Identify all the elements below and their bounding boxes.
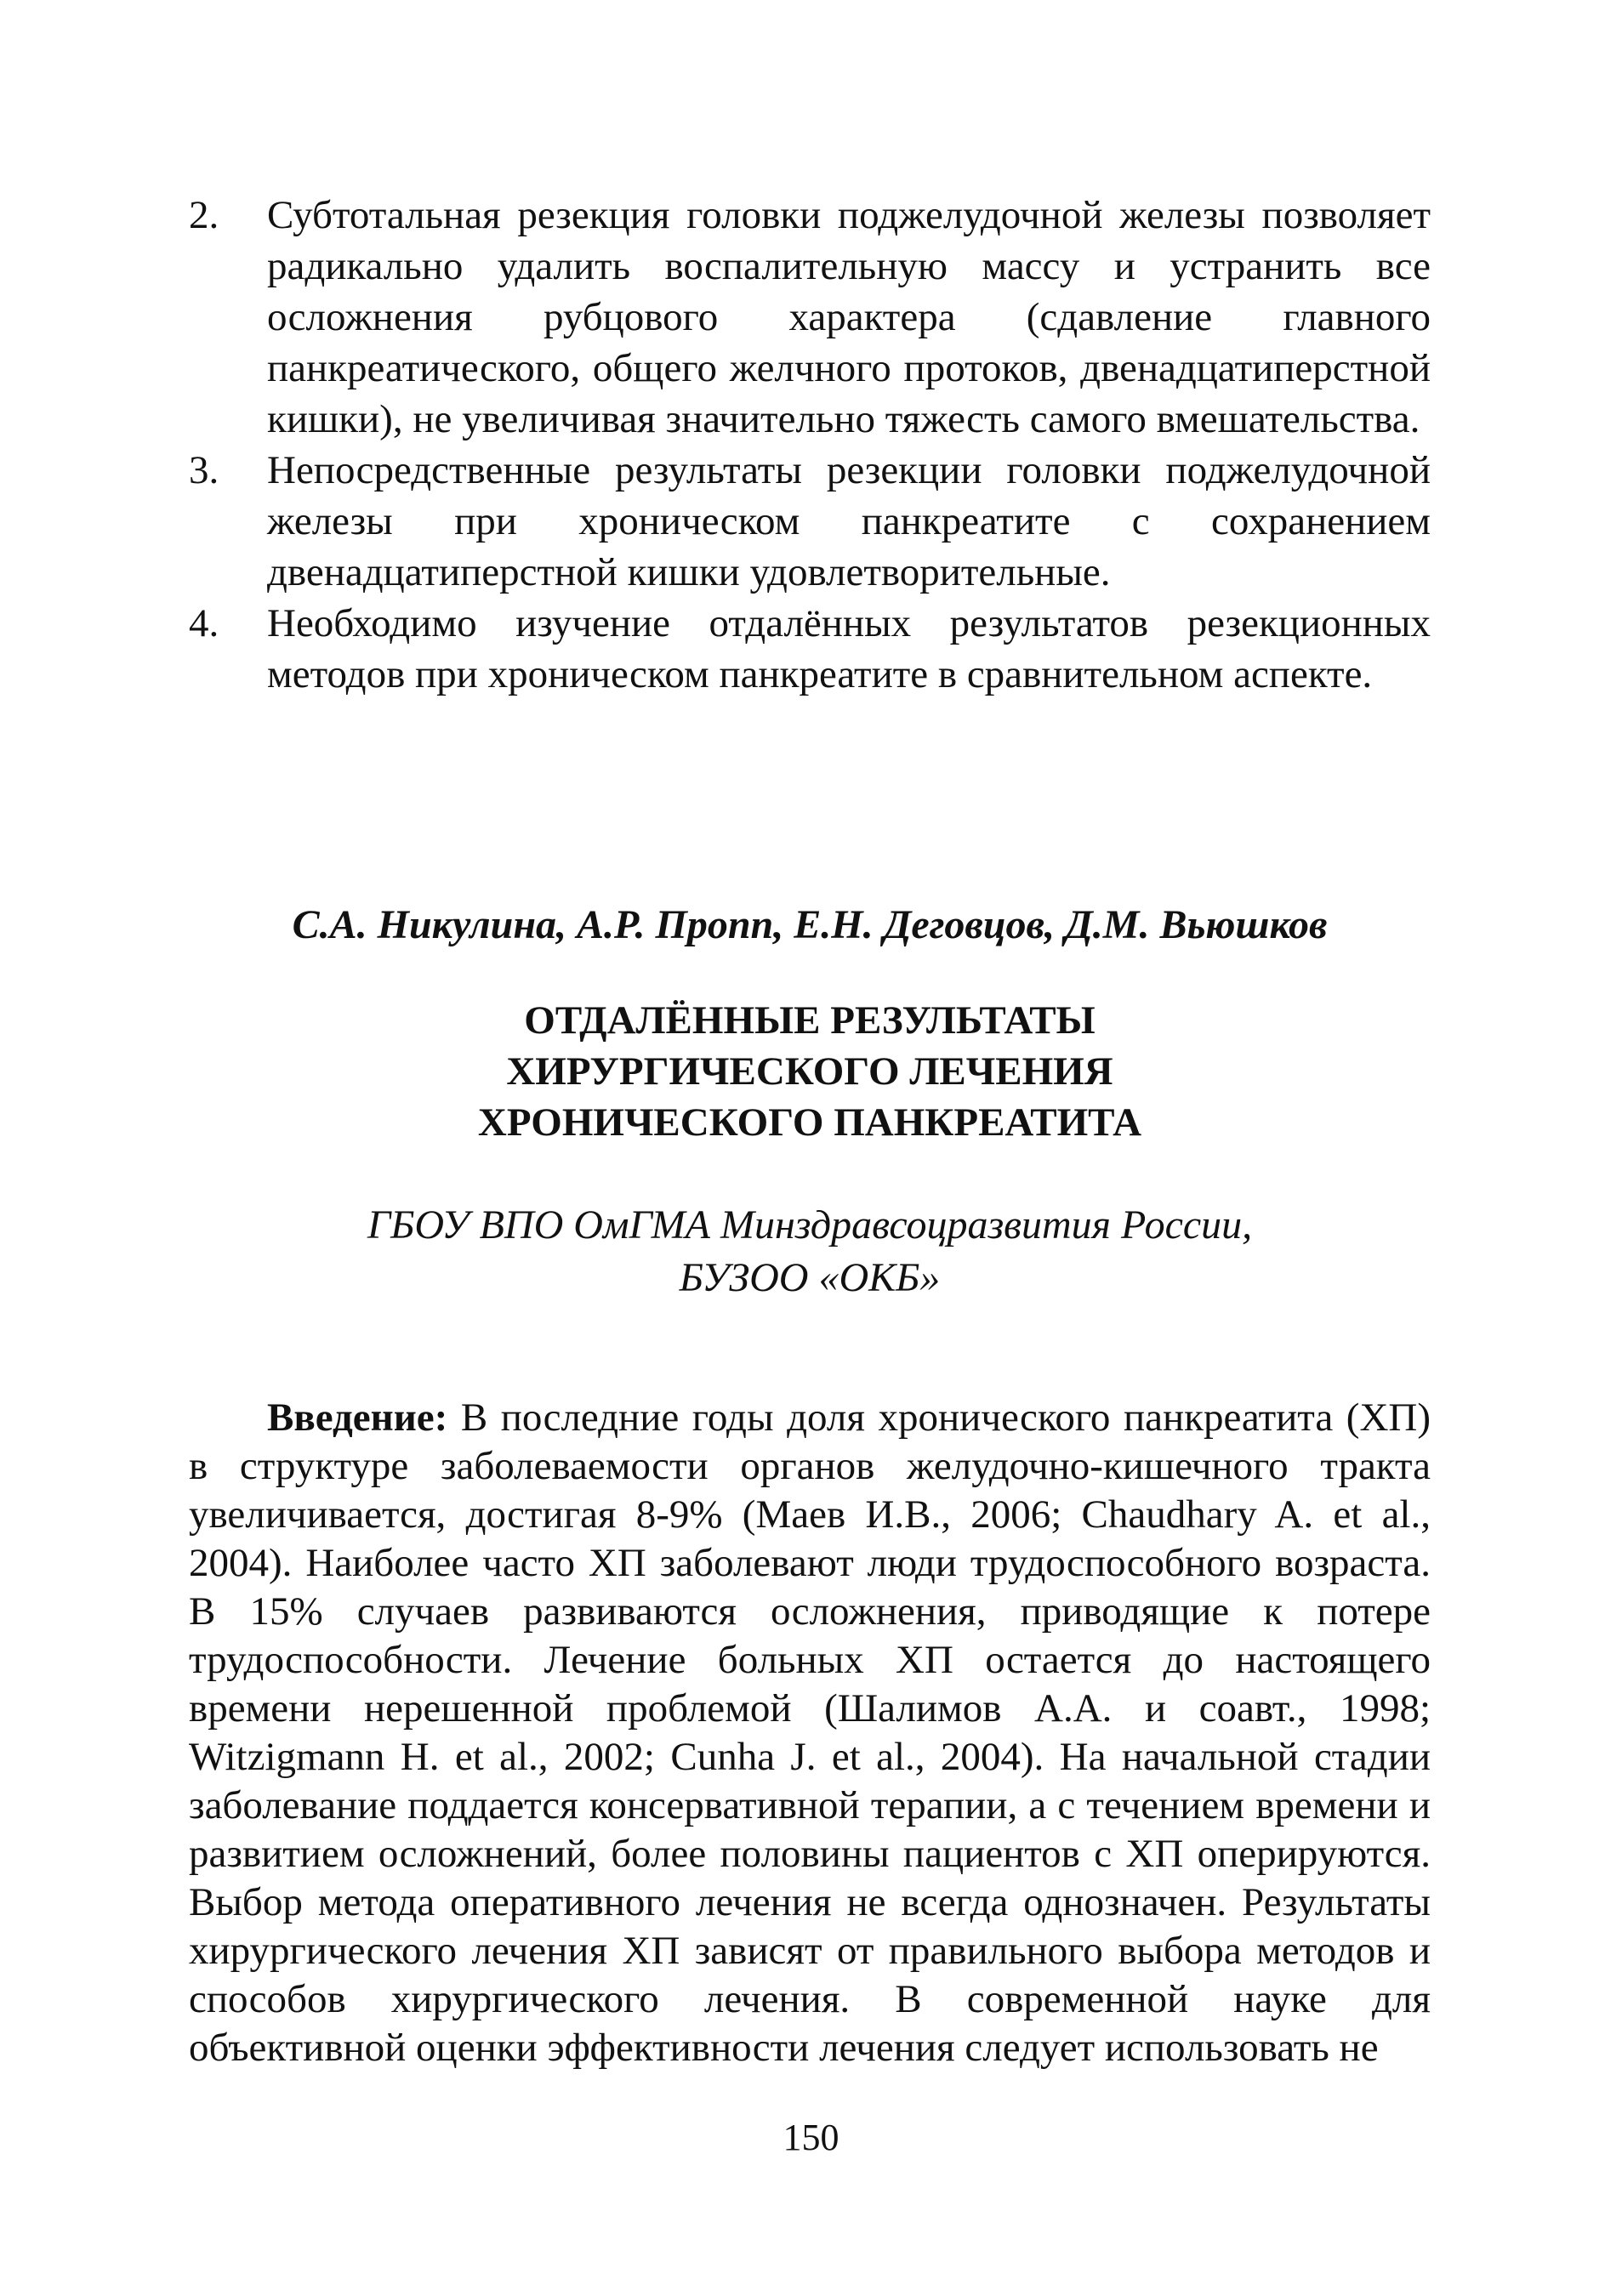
list-item-text: Субтотальная резекция головки поджелудочной железы позволяет радикально удалить воспалительную массу и устранить все осложнения рубцового характера (сдавление главного панкреатического, общего желчного протоков, двенадцатиперстной кишки), не увеличивая значительно тяжесть самого вмешательства.: [267, 193, 1431, 441]
article-title-line: ОТДАЛЁННЫЕ РЕЗУЛЬТАТЫ: [524, 998, 1096, 1043]
intro-label: Введение:: [267, 1395, 448, 1440]
affiliation-line: ГБОУ ВПО ОмГМА Минздравсоцразвития России,: [367, 1202, 1253, 1247]
list-item-number: 2.: [189, 193, 219, 237]
article-affiliation: [189, 1199, 1431, 1304]
page-number: 150: [783, 2117, 839, 2158]
article-authors: С.А. Никулина, А.Р. Пропп, Е.Н. Деговцов, Д.М. Вьюшков: [292, 902, 1328, 947]
intro-paragraph: [189, 1394, 1431, 2072]
list-item-number: 4.: [189, 601, 219, 645]
intro-text: В последние годы доля хронического панкреатита (ХП) в структуре заболеваемости органов желудочно-кишечного тракта увеличивается, достигая 8-9% (Маев И.В., 2006; Chaudhary A. et al., 2004). Наиболее часто ХП заболевают люди трудоспособного возраста. В 15% случаев развиваются осложнения, приводящие к потере трудоспособности. Лечение больных ХП остается до настоящего времени нерешенной проблемой (Шалимов А.А. и соавт., 1998; Witzigmann H. et al., 2002; Cunha J. et al., 2004). На начальной стадии заболевание поддается консервативной терапии, а с течением времени и развитием осложнений, более половины пациентов с ХП оперируются. Выбор метода оперативного лечения не всегда однозначен. Результаты хирургического лечения ХП зависят от правильного выбора методов и способов хирургического лечения. В современной науке для объективной оценки эффективности лечения следует использовать не: [189, 1395, 1431, 2070]
list-item: [189, 445, 1431, 598]
list-item-text: Необходимо изучение отдалённых результатов резекционных методов при хроническом панкреатите в сравнительном аспекте.: [267, 601, 1431, 696]
article-title: [189, 995, 1431, 1148]
list-item: [189, 190, 1431, 445]
article-title-line: ХРОНИЧЕСКОГО ПАНКРЕАТИТА: [477, 1100, 1142, 1145]
list-item-text: Непосредственные результаты резекции головки поджелудочной железы при хроническом панкреатите с сохранением двенадцатиперстной кишки удовлетворительные.: [267, 448, 1431, 594]
article-title-line: ХИРУРГИЧЕСКОГО ЛЕЧЕНИЯ: [506, 1049, 1113, 1094]
list-item: [189, 598, 1431, 700]
conclusions-list: [189, 190, 1431, 700]
list-item-number: 3.: [189, 448, 219, 492]
affiliation-line: БУЗОО «ОКБ»: [679, 1255, 941, 1300]
